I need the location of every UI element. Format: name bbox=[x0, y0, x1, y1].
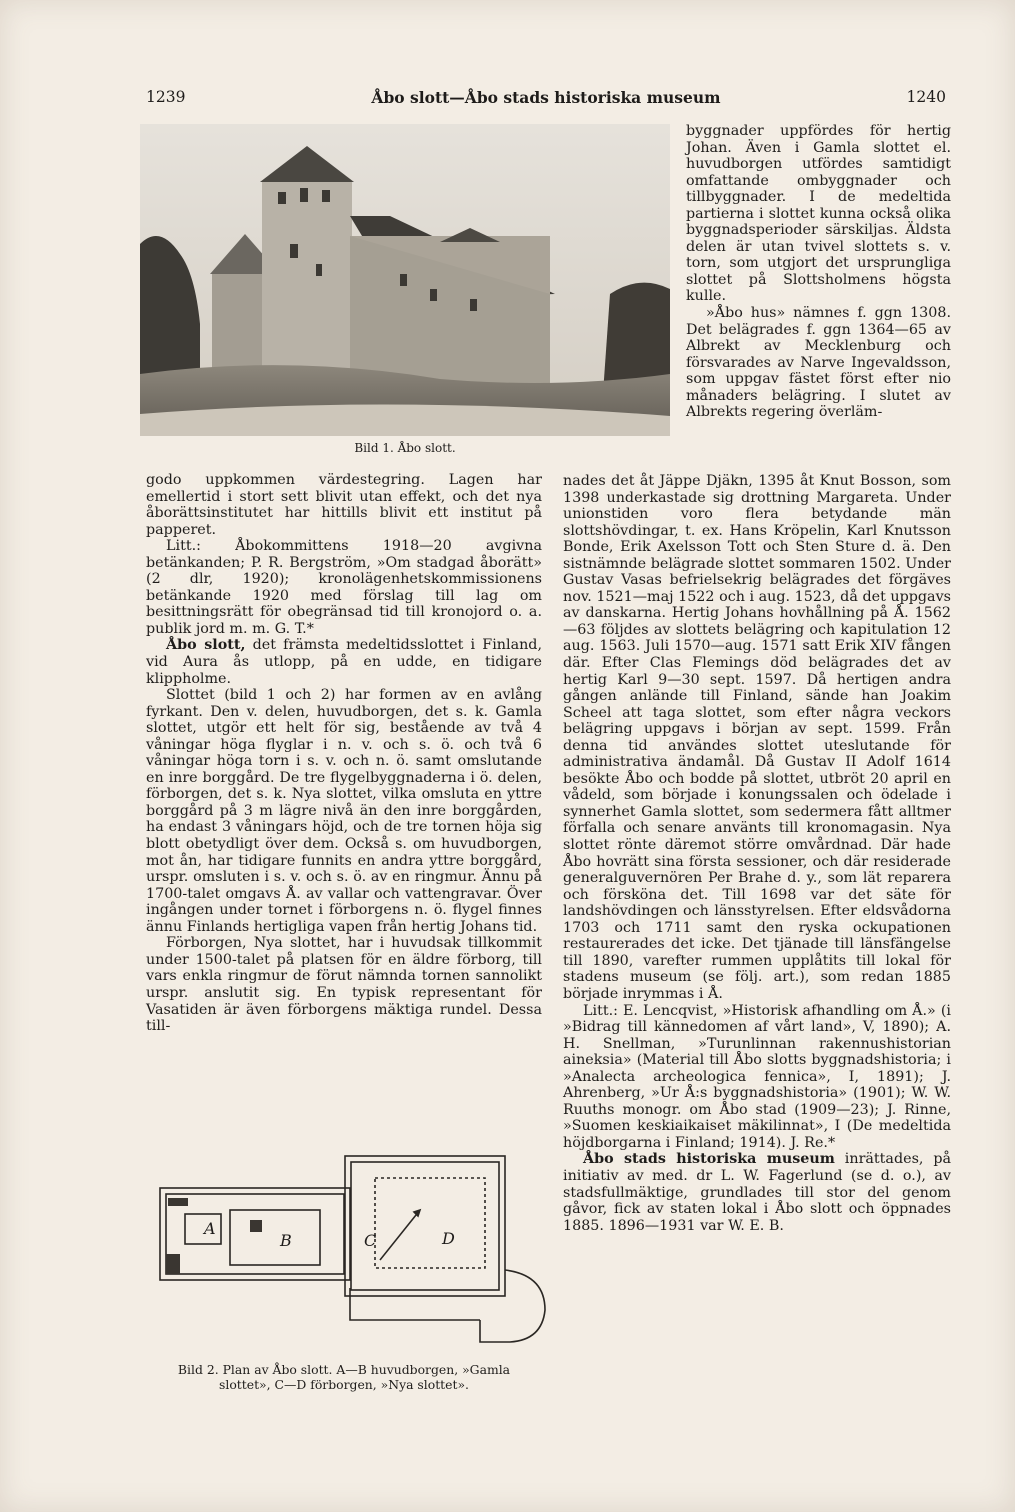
running-title: Åbo slott—Åbo stads historiska museum bbox=[371, 88, 721, 107]
paragraph: nades det åt Jäppe Djäkn, 1395 åt Knut Bosson, som 1398 underkastade sig drottning Margareta. Under unionstiden voro flera betydande män slottshövdingar, t. ex. Hans Kröpelin, Karl Knutsson Bonde, Erik Axelsson Tott och Sten Sture d. ä. Den sistnämnde belägrade slottet sommaren 1502. Under Gustav Vasas befrielsekrig belägrades det förgäves nov. 1521—maj 1522 och i aug. 1523, då det uppgavs av danskarna. Hertig Johans hovhållning på Å. 1562—63 följdes av slottets belägring och kapitulation 12 aug. 1563. Juli 1570—aug. 1571 satt Erik XIV fången där. Efter Clas Flemings död belägrades det av hertig Karl 9—30 sept. 1597. Då hertigen andra gången anlände till Finland, sände han Joakim Scheel att taga slottet, som efter några veckors belägring uppgavs i början av sept. 1599. Från denna tid användes slottet uteslutande för administrativa ändamål. Då Gustav II Adolf 1614 besökte Åbo och bodde på slottet, utbröt 20 april en vådeld, som började i konungssalen och ödelade i synnerhet Gamla slottet, som sedermera fått alltmer förfalla och senare använts till kronomagasin. Nya slottet rönte däremot större omvårdnad. Där hade Åbo hovrätt sina första sessioner, och där residerade generalguvernören Per Brahe d. y., som lät reparera och försköna det. Till 1698 var det säte för landshövdingen och länsstyrelsen. Efter eldsvådorna 1703 och 1711 samt den ryska ockupationen restaurerades det icke. Det tjänade till länsfängelse till 1890, varefter rummen upplåtits till lokal för stadens museum (se följ. art.), som redan 1885 började inrymmas i Å. bbox=[563, 473, 951, 1002]
paragraph: Förborgen, Nya slottet, har i huvudsak tillkommit under 1500-talet på platsen för en äldre förborg, till vars enkla ringmur de förut nämnda tornen sannolikt urspr. anslutit sig. En typisk representant för Vasatiden är även förborgens mäktiga rundel. Dessa till- bbox=[146, 935, 542, 1035]
right-column bbox=[563, 473, 951, 1234]
left-column bbox=[146, 472, 542, 1035]
bibliography: Litt.: E. Lencqvist, »Historisk afhandling om Å.» (i »Bidrag till kännedomen af vårt land», V, 1890); A. H. Snellman, »Turunlinnan rakennushistorian aineksia» (Material till Åbo slotts byggnadshistoria; i »Analecta archeologica fennica», I, 1891); J. Ahrenberg, »Ur Å:s byggnadshistoria» (1901); W. W. Ruuths monogr. om Åbo stad (1909—23); J. Rinne, »Suomen keskiaikaiset mäkilinnat», I (De medeltida höjdborgarna i Finland; 1914). J. Re.* bbox=[563, 1002, 951, 1151]
page-number-left: 1239 bbox=[146, 88, 186, 106]
paragraph: »Åbo hus» nämnes f. ggn 1308. Det belägrades f. ggn 1364—65 av Albrekt av Mecklenburg och försvarades av Narve Ingevaldsson, som uppgav fästet först efter nio månaders belägring. I slutet av Albrekts regering överläm- bbox=[686, 305, 951, 421]
headword: Åbo slott, bbox=[166, 637, 246, 654]
entry-text: det främsta medeltidsslottet i Finland, vid Aura ås utlopp, på en udde, en tidigare klippholme. bbox=[146, 637, 542, 687]
plan-label-c: C bbox=[364, 1231, 377, 1250]
bibliography: Litt.: Åbokommittens 1918—20 avgivna betänkanden; P. R. Bergström, »Om stadgad åborätt» (2 dlr, 1920); kronolägenhetskommissionens betänkande 1920 med förslag till lag om besittningsrätt för obegränsad tid till kronojord o. a. publik jord m. m. G. T.* bbox=[146, 538, 542, 637]
page-number-right: 1240 bbox=[906, 88, 946, 106]
paragraph: godo uppkommen värdestegring. Lagen har emellertid i stort sett blivit utan effekt, och det nya åborättsinstitutet har hittills blivit ett institut på papperet. bbox=[146, 472, 542, 538]
paragraph: Slottet (bild 1 och 2) har formen av en avlång fyrkant. Den v. delen, huvudborgen, det s. k. Gamla slottet, utgör ett helt för sig, bestående av två 4 våningar höga flyglar i n. v. och s. ö. och två 6 våningar höga torn i s. v. och n. ö. samt omslutande en inre borggård. De tre flygelbyggnaderna i ö. delen, förborgen, det s. k. Nya slottet, vilka omsluta en yttre borggård på 3 m lägre nivå än den inre borggården, ha endast 3 våningars höjd, och de tre tornen höja sig blott obetydligt över dem. Också s. om huvudborgen, mot ån, har tidigare funnits en andra yttre borggård, urspr. omsluten i s. v. och s. ö. av en ringmur. Ännu på 1700-talet omgavs Å. av vallar och vattengravar. Över ingången under tornet i förborgens n. ö. flygel finnes ännu Finlands hertigliga vapen från hertig Johans tid. bbox=[146, 687, 542, 935]
castle-plan-drawing bbox=[150, 1150, 550, 1358]
running-header bbox=[146, 88, 946, 112]
castle-photo bbox=[140, 124, 670, 436]
paragraph: byggnader uppfördes för hertig Johan. Även i Gamla slottet el. huvudborgen utfördes samtidigt omfattande ombyggnader och tillbyggnader. I de medeltida partierna i slottet kunna också olika byggnadsperioder särskiljas. Äldsta delen är utan tvivel slottets s. v. torn, som utgjort det ursprungliga slottet på Slottsholmens högsta kulle. bbox=[686, 123, 951, 305]
figure-2-caption bbox=[143, 1362, 545, 1392]
plan-label-a: A bbox=[204, 1219, 216, 1238]
plan-label-b: B bbox=[280, 1231, 292, 1250]
caption-line: Bild 2. Plan av Åbo slott. A—B huvudborgen, »Gamla bbox=[177, 1362, 511, 1377]
figure-1-caption: Bild 1. Åbo slott. bbox=[354, 441, 456, 455]
entry-abo-slott bbox=[146, 637, 542, 687]
entry-text: inrättades, på initiativ av med. dr L. W. Fagerlund (se d. o.), av stadsfullmäktige, grundlades till stor del genom gåvor, fick av staten lokal i Åbo slott och öppnades 1885. 1896—1931 var W. E. B. bbox=[563, 1151, 951, 1234]
plan-label-d: D bbox=[442, 1229, 455, 1248]
caption-line: slottet», C—D förborgen, »Nya slottet». bbox=[219, 1377, 469, 1392]
right-column-top bbox=[686, 123, 951, 421]
entry-abo-museum bbox=[563, 1151, 951, 1234]
headword: Åbo stads historiska museum bbox=[583, 1151, 835, 1168]
